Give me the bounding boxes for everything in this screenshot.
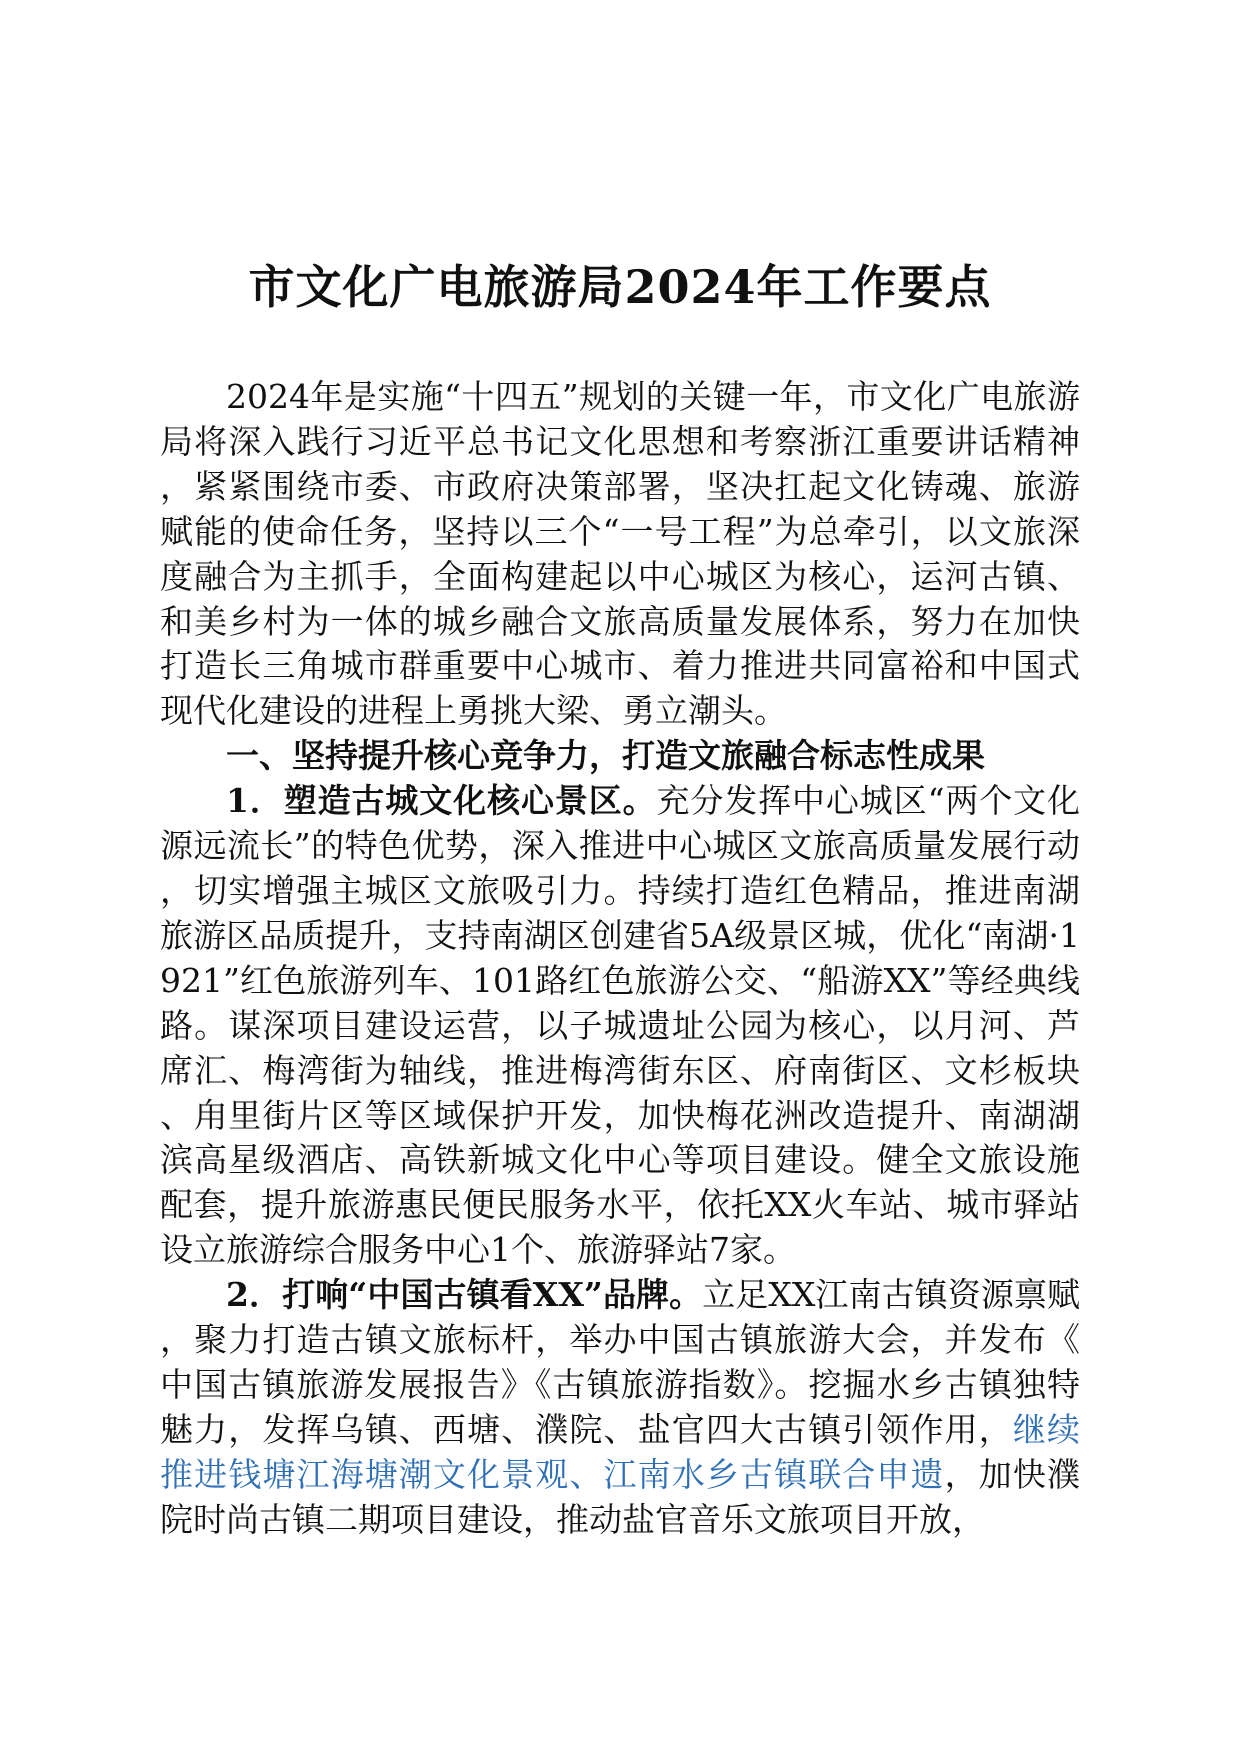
item-1-paragraph bbox=[160, 779, 1080, 1273]
item-1-text: 充分发挥中心城区“两个文化源远流长”的特色优势，深入推进中心城区文旅高质量发展行动，切实增强主城区文旅吸引力。持续打造红色精品，推进南湖旅游区品质提升，支持南湖区创建省5A级景区城，优化“南湖·1921”红色旅游列车、101路红色旅游公交、“船游XX”等经典线路。谋深项目建设运营，以子城遗址公园为核心，以月河、芦席汇、梅湾街为轴线，推进梅湾街东区、府南街区、文杉板块、甪里街片区等区域保护开发，加快梅花洲改造提升、南湖湖滨高星级酒店、高铁新城文化中心等项目建设。健全文旅设施配套，提升旅游惠民便民服务水平，依托XX火车站、城市驿站设立旅游综合服务中心1个、旅游驿站7家。 bbox=[160, 781, 1080, 1270]
document-body bbox=[160, 375, 1080, 1543]
document-title: 市文化广电旅游局2024年工作要点 bbox=[248, 260, 992, 314]
item-2-text-a: 立足XX江南古镇资源禀赋，聚力打造古镇文旅标杆，举办中国古镇旅游大会，并发布《中国古镇旅游发展报告》《古镇旅游指数》。挖掘水乡古镇独特魅力，发挥乌镇、西塘、濮院、盐官四大古镇引领作用， bbox=[160, 1275, 1080, 1449]
item-2-highlighted-text: 继续推进钱塘江海塘潮文化景观、江南水乡古镇联合申遗 bbox=[160, 1409, 1081, 1494]
item-1-lead: 1．塑造古城文化核心景区。 bbox=[226, 781, 657, 821]
item-2-text-b: ，加快濮院时尚古镇二期项目建设，推动盐官音乐文旅项目开放， bbox=[160, 1454, 1081, 1539]
section-heading-1: 一、坚持提升核心竞争力，打造文旅融合标志性成果 bbox=[226, 736, 985, 776]
item-2-lead: 2．打响“中国古镇看XX”品牌。 bbox=[226, 1275, 703, 1315]
intro-paragraph: 2024年是实施“十四五”规划的关键一年，市文化广电旅游局将深入践行习近平总书记文化思想和考察浙江重要讲话精神，紧紧围绕市委、市政府决策部署，坚决扛起文化铸魂、旅游赋能的使命任务，坚持以三个“一号工程”为总牵引，以文旅深度融合为主抓手，全面构建起以中心城区为核心，运河古镇、和美乡村为一体的城乡融合文旅高质量发展体系，努力在加快打造长三角城市群重要中心城市、着力推进共同富裕和中国式现代化建设的进程上勇挑大梁、勇立潮头。 bbox=[160, 377, 1080, 731]
item-2-paragraph bbox=[160, 1273, 1080, 1542]
